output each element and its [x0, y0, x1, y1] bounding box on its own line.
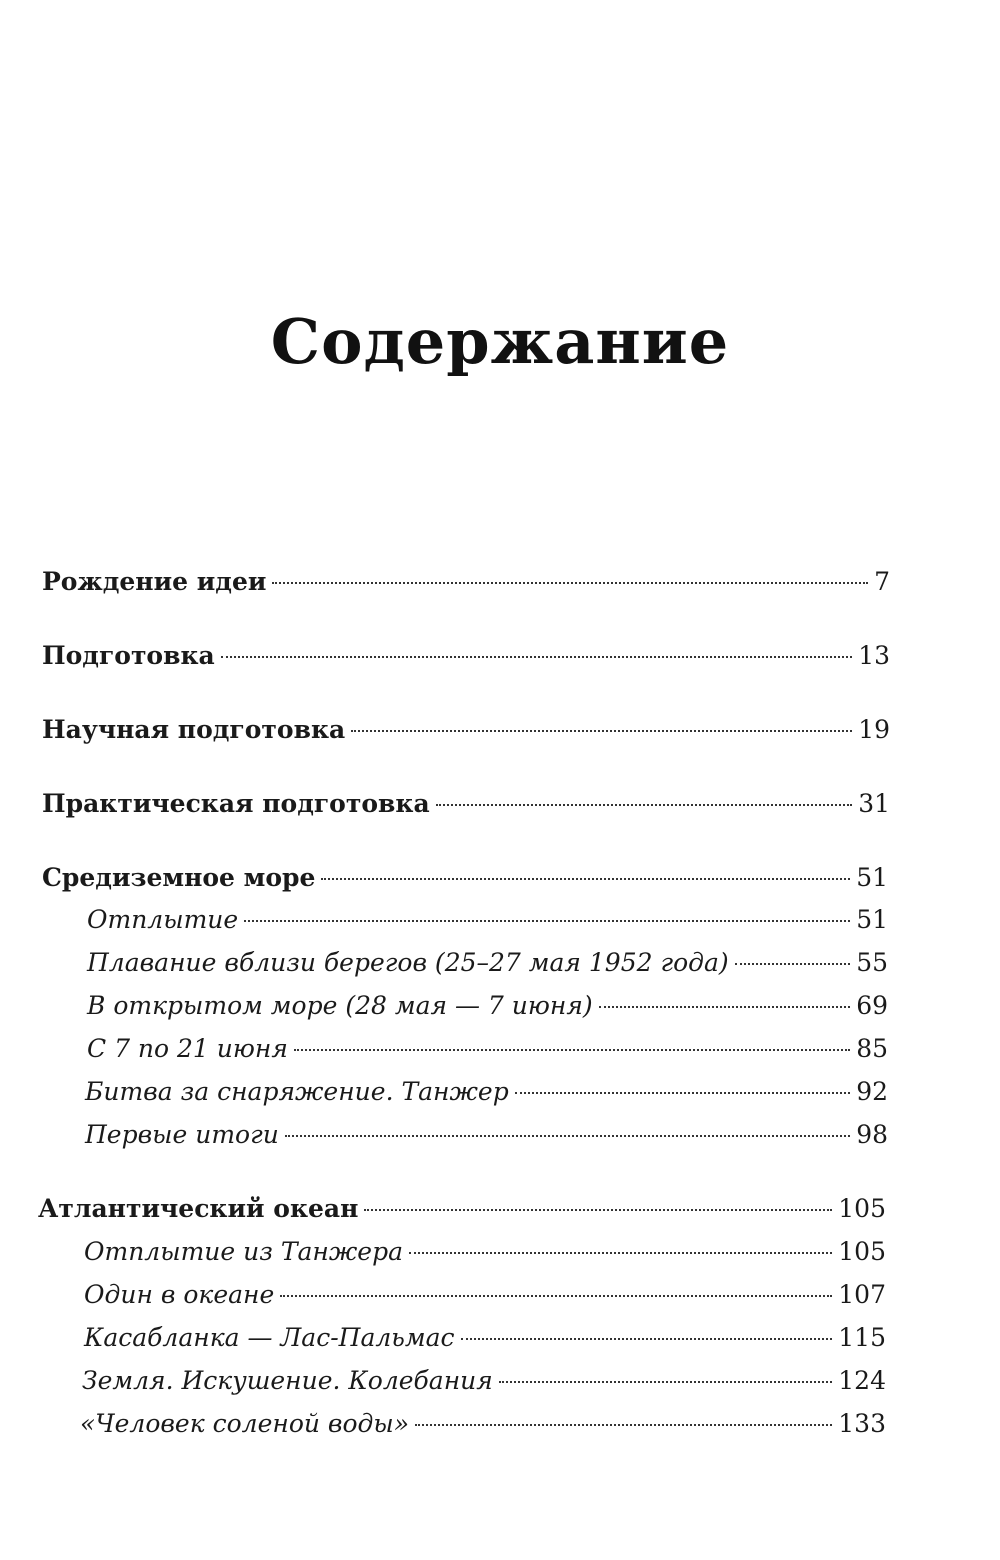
toc-page-number: 115	[838, 1323, 886, 1352]
dot-leader	[244, 920, 850, 922]
dot-leader	[294, 1049, 850, 1051]
toc-entry-label: Научная подготовка	[42, 715, 346, 744]
dot-leader	[499, 1381, 832, 1383]
toc-page-number: 107	[838, 1280, 886, 1309]
toc-entry-open-sea[interactable]	[87, 986, 888, 1026]
toc-entry-birth-of-idea[interactable]	[42, 562, 890, 602]
toc-page-number: 13	[858, 641, 890, 670]
dot-leader	[735, 963, 851, 965]
toc-entry-june-7-21[interactable]	[87, 1029, 888, 1069]
dot-leader	[280, 1295, 832, 1297]
toc-entry-label: Атлантический океан	[38, 1194, 359, 1223]
dot-leader	[272, 582, 868, 584]
toc-entry-atlantic[interactable]	[38, 1189, 886, 1229]
toc-entry-label: Практическая подготовка	[42, 789, 430, 818]
toc-entry-label: Битва за снаряжение. Танжер	[85, 1077, 509, 1106]
toc-page-number: 69	[856, 991, 888, 1020]
toc-entry-salt-water-man[interactable]	[80, 1404, 886, 1444]
toc-entry-label: «Человек соленой воды»	[80, 1409, 410, 1438]
toc-entry-label: Отплытие	[87, 905, 239, 934]
dot-leader	[351, 730, 852, 732]
dot-leader	[461, 1338, 833, 1340]
toc-entry-label: Плавание вблизи берегов (25–27 мая 1952 года)	[87, 948, 729, 977]
dot-leader	[285, 1135, 850, 1137]
dot-leader	[364, 1209, 832, 1211]
toc-page-number: 19	[858, 715, 890, 744]
toc-entry-practical-preparation[interactable]	[42, 784, 890, 824]
dot-leader	[221, 656, 852, 658]
dot-leader	[436, 804, 853, 806]
dot-leader	[599, 1006, 851, 1008]
dot-leader	[415, 1424, 832, 1426]
toc-entry-battle-for-gear[interactable]	[85, 1072, 888, 1112]
toc-entry-departure-tangier[interactable]	[84, 1232, 886, 1272]
toc-entry-label: Касабланка — Лас-Пальмас	[84, 1323, 455, 1352]
toc-page-number: 98	[856, 1120, 888, 1149]
toc-entry-label: Рождение идеи	[42, 567, 267, 596]
toc-entry-preparation[interactable]	[42, 636, 890, 676]
toc-entry-label: В открытом море (28 мая — 7 июня)	[87, 991, 593, 1020]
toc-page-number: 105	[838, 1237, 886, 1266]
toc-page-number: 105	[838, 1194, 886, 1223]
toc-page-number: 7	[874, 567, 890, 596]
toc-entry-label: Один в океане	[84, 1280, 275, 1309]
toc-page-number: 51	[856, 863, 888, 892]
toc-entry-casablanca-las-palmas[interactable]	[84, 1318, 886, 1358]
toc-page-number: 133	[838, 1409, 886, 1438]
toc-entry-label: Земля. Искушение. Колебания	[82, 1366, 493, 1395]
toc-entry-scientific-preparation[interactable]	[42, 710, 890, 750]
toc-page-number: 124	[838, 1366, 886, 1395]
toc-page-number: 92	[856, 1077, 888, 1106]
page-title: Содержание	[270, 305, 730, 378]
toc-entry-label: Первые итоги	[85, 1120, 279, 1149]
toc-entry-coastal-sailing[interactable]	[87, 943, 888, 983]
toc-page-number: 31	[858, 789, 890, 818]
toc-entry-label: С 7 по 21 июня	[87, 1034, 288, 1063]
dot-leader	[515, 1092, 850, 1094]
toc-entry-alone-in-ocean[interactable]	[84, 1275, 886, 1315]
toc-entry-departure[interactable]	[87, 900, 888, 940]
toc-entry-label: Средиземное море	[42, 863, 316, 892]
dot-leader	[409, 1252, 832, 1254]
toc-page-number: 85	[856, 1034, 888, 1063]
toc-page-number: 55	[856, 948, 888, 977]
toc-entry-land-temptation[interactable]	[82, 1361, 886, 1401]
toc-page-number: 51	[856, 905, 888, 934]
toc-entry-label: Подготовка	[42, 641, 215, 670]
toc-entry-label: Отплытие из Танжера	[84, 1237, 403, 1266]
toc-entry-first-results[interactable]	[85, 1115, 888, 1155]
dot-leader	[321, 878, 850, 880]
toc-entry-mediterranean[interactable]	[42, 858, 888, 898]
